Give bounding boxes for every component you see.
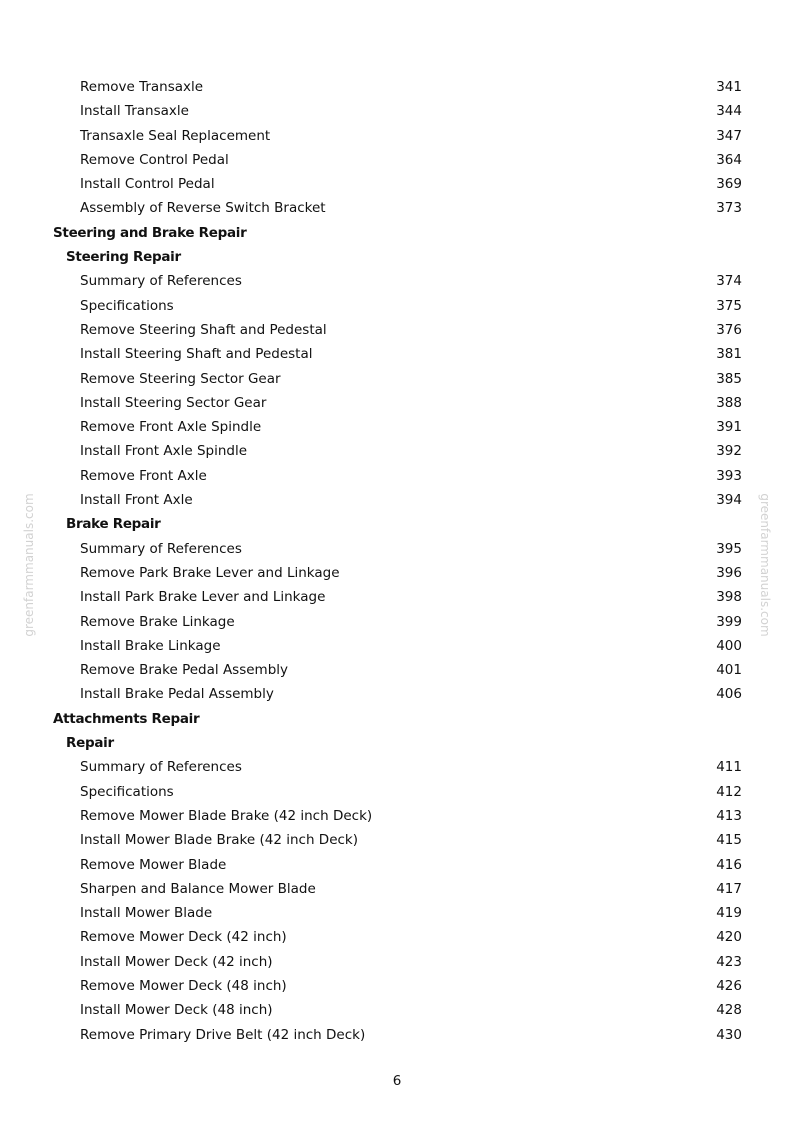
table-of-contents [0, 75, 794, 1047]
toc-entry[interactable] [0, 537, 794, 561]
page-number: 6 [392, 1073, 402, 1089]
toc-entry[interactable] [0, 634, 794, 658]
toc-entry-title: Install Mower Deck (48 inch) [80, 1002, 273, 1019]
toc-entry-page: 392 [716, 443, 742, 460]
toc-entry-title: Specifications [80, 297, 174, 314]
toc-entry[interactable] [0, 99, 794, 123]
toc-section-heading[interactable] [0, 221, 794, 245]
toc-entry-title: Summary of References [80, 540, 242, 557]
toc-entry[interactable] [0, 950, 794, 974]
toc-entry-title: Install Steering Shaft and Pedestal [80, 346, 313, 363]
toc-entry-title: Remove Park Brake Lever and Linkage [80, 564, 340, 581]
toc-entry[interactable] [0, 124, 794, 148]
toc-entry-page: 406 [716, 686, 742, 703]
toc-entry-title: Install Mower Deck (42 inch) [80, 953, 273, 970]
toc-entry-page: 341 [716, 79, 742, 95]
toc-entry-title: Remove Transaxle [80, 79, 204, 95]
watermark-right-text: greenfarmmanuals.com [758, 493, 772, 637]
toc-entry-title: Remove Control Pedal [80, 151, 229, 168]
toc-entry-title: Install Front Axle Spindle [80, 443, 248, 460]
toc-entry-title: Summary of References [80, 273, 242, 290]
toc-entry[interactable] [0, 294, 794, 318]
toc-entry-page: 393 [716, 467, 742, 484]
toc-entry-title: Install Brake Pedal Assembly [80, 686, 274, 703]
toc-entry[interactable] [0, 415, 794, 439]
toc-entry-page: 394 [716, 492, 742, 509]
toc-entry[interactable] [0, 269, 794, 293]
toc-entry-title: Remove Brake Linkage [80, 613, 235, 630]
toc-entry-page: 391 [716, 419, 742, 436]
toc-entry-title: Remove Steering Shaft and Pedestal [80, 321, 327, 338]
toc-entry-page: 344 [716, 103, 742, 120]
toc-entry-page: 396 [716, 564, 742, 581]
toc-entry-page: 375 [716, 297, 742, 314]
toc-entry[interactable] [0, 439, 794, 463]
toc-entry-page: 385 [716, 370, 742, 387]
toc-entry[interactable] [0, 901, 794, 925]
toc-entry-page: 381 [716, 346, 742, 363]
toc-entry[interactable] [0, 658, 794, 682]
toc-entry-title: Remove Mower Blade Brake (42 inch Deck) [80, 807, 373, 824]
toc-entry[interactable] [0, 828, 794, 852]
toc-entry-title: Attachments Repair [53, 710, 200, 727]
toc-entry-page: 395 [716, 540, 742, 557]
toc-entry-title: Repair [66, 735, 114, 752]
toc-entry[interactable] [0, 391, 794, 415]
toc-entry-title: Steering and Brake Repair [53, 224, 247, 241]
toc-entry-title: Remove Steering Sector Gear [80, 370, 281, 387]
watermark-left-text: greenfarmmanuals.com [22, 493, 36, 637]
toc-entry-page: 428 [716, 1002, 742, 1019]
toc-entry[interactable] [0, 196, 794, 220]
toc-entry-title: Install Mower Blade Brake (42 inch Deck) [80, 832, 359, 849]
toc-entry[interactable] [0, 755, 794, 779]
toc-entry-page: 417 [716, 880, 742, 897]
toc-entry[interactable] [0, 464, 794, 488]
toc-entry-title: Remove Front Axle Spindle [80, 419, 262, 436]
toc-entry-page: 401 [716, 662, 742, 679]
toc-entry-page: 369 [716, 176, 742, 193]
toc-entry-page: 430 [716, 1026, 742, 1043]
toc-entry[interactable] [0, 853, 794, 877]
toc-entry[interactable] [0, 342, 794, 366]
toc-subsection-heading[interactable] [0, 731, 794, 755]
toc-entry-page: 420 [716, 929, 742, 946]
toc-entry-page: 412 [716, 783, 742, 800]
toc-entry-page: 413 [716, 807, 742, 824]
toc-entry-title: Remove Brake Pedal Assembly [80, 662, 289, 679]
toc-entry[interactable] [0, 367, 794, 391]
toc-entry-page: 376 [716, 321, 742, 338]
toc-entry-title: Remove Mower Deck (42 inch) [80, 929, 287, 946]
toc-entry-page: 426 [716, 977, 742, 994]
toc-entry[interactable] [0, 877, 794, 901]
toc-entry-title: Sharpen and Balance Mower Blade [80, 880, 316, 897]
toc-entry-title: Summary of References [80, 759, 242, 776]
toc-entry-page: 347 [716, 127, 742, 144]
toc-entry[interactable] [0, 148, 794, 172]
toc-entry[interactable] [0, 318, 794, 342]
toc-subsection-heading[interactable] [0, 512, 794, 536]
toc-entry[interactable] [0, 998, 794, 1022]
toc-entry-page: 399 [716, 613, 742, 630]
toc-section-heading[interactable] [0, 707, 794, 731]
toc-entry-title: Install Control Pedal [80, 176, 215, 193]
toc-entry-title: Install Park Brake Lever and Linkage [80, 589, 326, 606]
toc-entry-title: Install Front Axle [80, 492, 193, 509]
toc-entry-title: Install Brake Linkage [80, 637, 221, 654]
toc-entry-page: 423 [716, 953, 742, 970]
toc-entry-page: 415 [716, 832, 742, 849]
toc-entry[interactable] [0, 1023, 794, 1047]
toc-entry-title: Remove Mower Deck (48 inch) [80, 977, 287, 994]
toc-entry-title: Remove Primary Drive Belt (42 inch Deck) [80, 1026, 366, 1043]
toc-entry[interactable] [0, 974, 794, 998]
toc-entry-page: 398 [716, 589, 742, 606]
toc-entry-title: Brake Repair [66, 516, 161, 533]
toc-entry-title: Specifications [80, 783, 174, 800]
toc-entry[interactable] [0, 682, 794, 706]
toc-entry[interactable] [0, 561, 794, 585]
toc-entry-title: Install Steering Sector Gear [80, 394, 267, 411]
toc-entry-title: Transaxle Seal Replacement [80, 127, 271, 144]
toc-entry-page: 416 [716, 856, 742, 873]
toc-entry[interactable] [0, 804, 794, 828]
toc-entry-page: 400 [716, 637, 742, 654]
toc-entry-title: Install Transaxle [80, 103, 189, 120]
toc-entry-title: Steering Repair [66, 249, 181, 266]
toc-entry-page: 364 [716, 151, 742, 168]
toc-entry[interactable] [0, 172, 794, 196]
toc-subsection-heading[interactable] [0, 245, 794, 269]
toc-entry-page: 388 [716, 394, 742, 411]
toc-entry[interactable] [0, 610, 794, 634]
toc-entry-page: 374 [716, 273, 742, 290]
toc-entry-title: Remove Front Axle [80, 467, 207, 484]
toc-entry-title: Remove Mower Blade [80, 856, 227, 873]
toc-entry[interactable] [0, 585, 794, 609]
toc-entry[interactable] [0, 780, 794, 804]
toc-entry[interactable] [0, 75, 794, 99]
toc-entry-page: 373 [716, 200, 742, 217]
toc-entry[interactable] [0, 488, 794, 512]
toc-entry-title: Assembly of Reverse Switch Bracket [80, 200, 326, 217]
toc-entry[interactable] [0, 925, 794, 949]
toc-entry-title: Install Mower Blade [80, 905, 213, 922]
toc-entry-page: 419 [716, 905, 742, 922]
toc-entry-page: 411 [716, 759, 742, 776]
